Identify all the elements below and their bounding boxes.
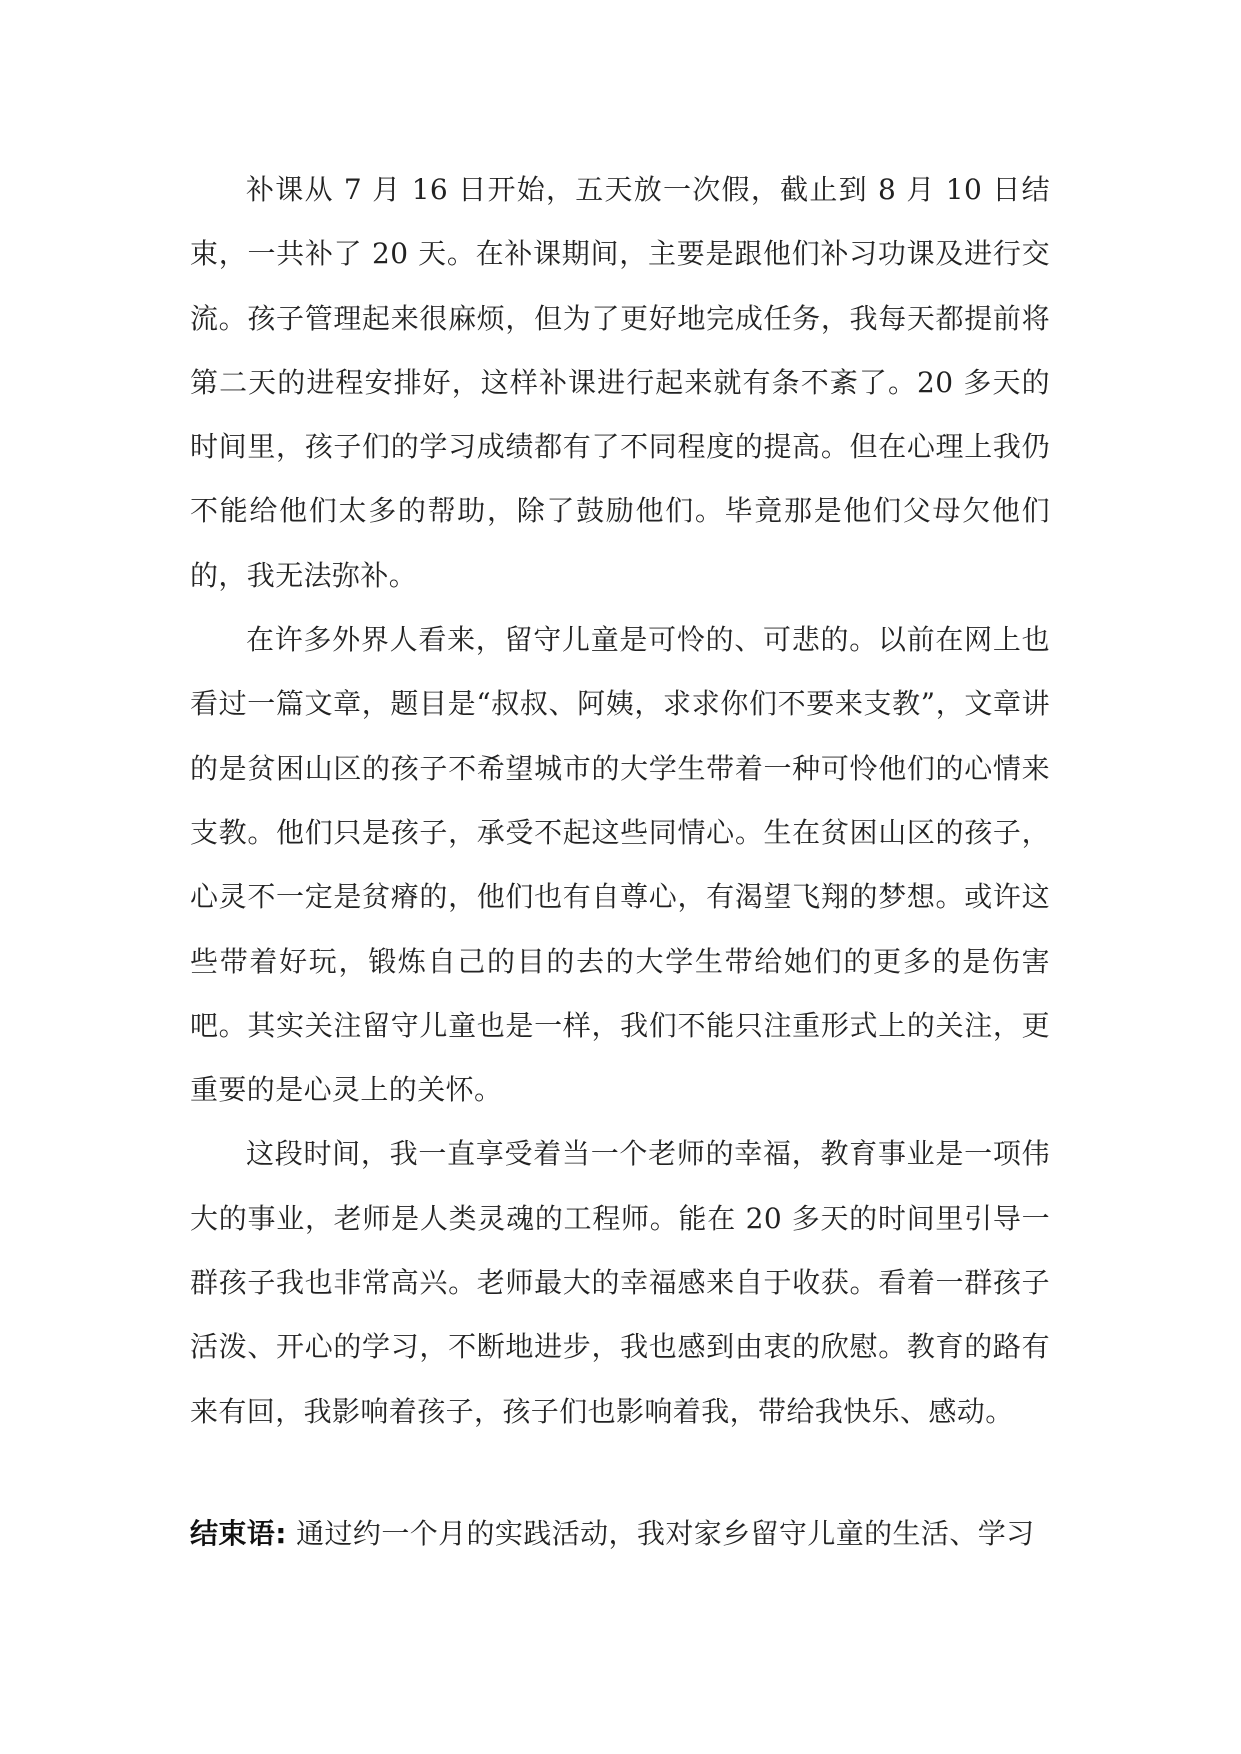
- paragraph-left-behind-children: 在许多外界人看来，留守儿童是可怜的、可悲的。以前在网上也看过一篇文章，题目是“叔叔、阿姨，求求你们不要来支教”，文章讲的是贫困山区的孩子不希望城市的大学生带着一种可怜他们的心情来支教。他们只是孩子，承受不起这些同情心。生在贫困山区的孩子，心灵不一定是贫瘠的，他们也有自尊心，有渴望飞翔的梦想。或许这些带着好玩，锻炼自己的目的去的大学生带给她们的更多的是伤害吧。其实关注留守儿童也是一样，我们不能只注重形式上的关注，更重要的是心灵上的关怀。: [190, 623, 1050, 1107]
- closing-label: 结束语:: [190, 1517, 287, 1550]
- closing-remarks: [190, 1502, 1050, 1566]
- document-body: [190, 158, 1050, 1444]
- paragraph-tutoring: 补课从 7 月 16 日开始，五天放一次假，截止到 8 月 10 日结束，一共补了 20 天。在补课期间，主要是跟他们补习功课及进行交流。孩子管理起来很麻烦，但为了更好地完成任务，我每天都提前将第二天的进程安排好，这样补课进行起来就有条不紊了。20 多天的时间里，孩子们的学习成绩都有了不同程度的提高。但在心理上我仍不能给他们太多的帮助，除了鼓励他们。毕竟那是他们父母欠他们的，我无法弥补。: [190, 173, 1050, 592]
- closing-text: 通过约一个月的实践活动，我对家乡留守儿童的生活、学习: [286, 1517, 1035, 1550]
- paragraph-teacher-happiness: 这段时间，我一直享受着当一个老师的幸福，教育事业是一项伟大的事业，老师是人类灵魂的工程师。能在 20 多天的时间里引导一群孩子我也非常高兴。老师最大的幸福感来自于收获。看着一群孩子活泼、开心的学习，不断地进步，我也感到由衷的欣慰。教育的路有来有回，我影响着孩子，孩子们也影响着我，带给我快乐、感动。: [190, 1137, 1050, 1428]
